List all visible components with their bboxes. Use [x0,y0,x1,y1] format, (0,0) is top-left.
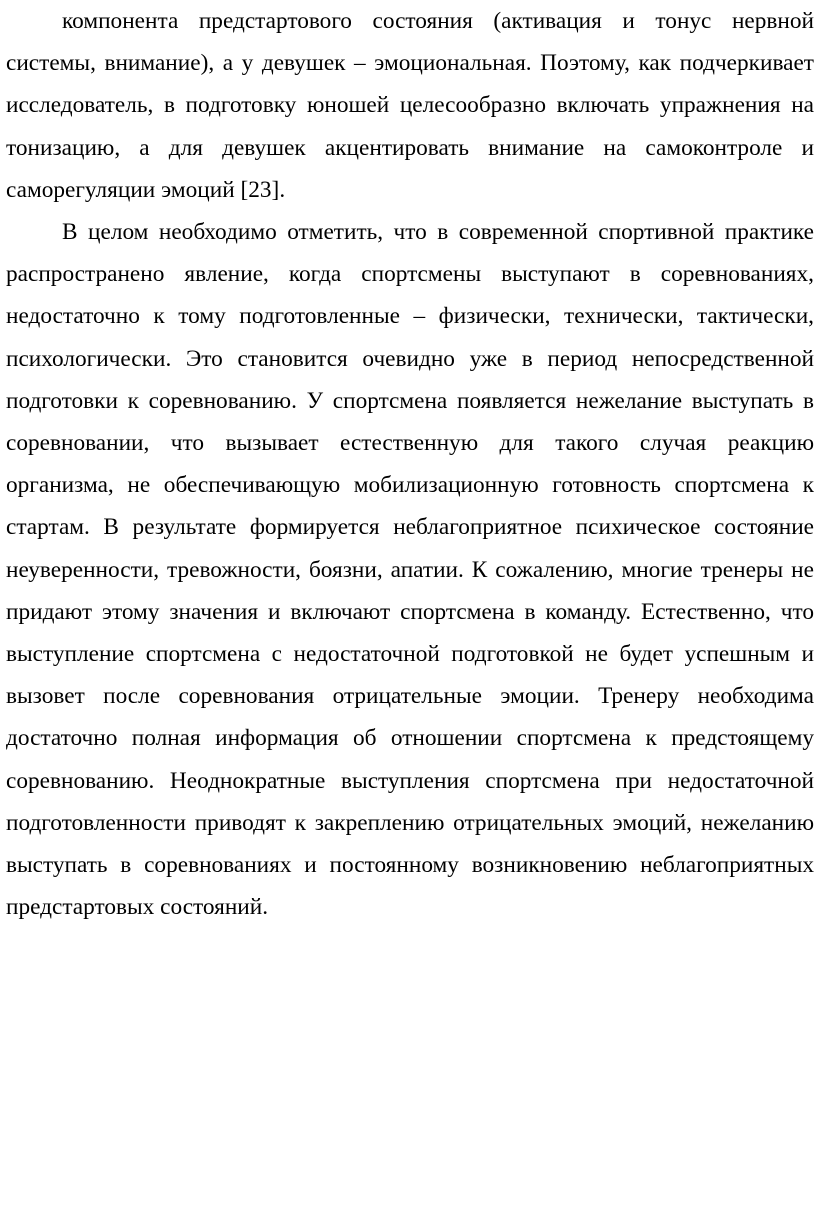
paragraph-continued: компонента предстартового состояния (активация и тонус нервной системы, внимание), а у девушек – эмоциональная. Поэтому, как подчеркивает исследователь, в подготовку юношей целесообразно включать упражнения на тонизацию, а для девушек акцентировать внимание на самоконтроле и саморегуляции эмоций [23]. [6,8,814,203]
body-text [6,0,814,928]
paragraph-main: В целом необходимо отметить, что в современной спортивной практике распространено явление, когда спортсмены выступают в соревнованиях, недостаточно к тому подготовленные – физически, технически, тактически, психологически. Это становится очевидно уже в период непосредственной подготовки к соревнованию. У спортсмена появляется нежелание выступать в соревновании, что вызывает естественную для такого случая реакцию организма, не обеспечивающую мобилизационную готовность спортсмена к стартам. В результате формируется неблагоприятное психическое состояние неуверенности, тревожности, боязни, апатии. К сожалению, многие тренеры не придают этому значения и включают спортсмена в команду. Естественно, что выступление спортсмена с недостаточной подготовкой не будет успешным и вызовет после соревнования отрицательные эмоции. Тренеру необходима достаточно полная информация об отношении спортсмена к предстоящему соревнованию. Неоднократные выступления спортсмена при недостаточной подготовленности приводят к закреплению отрицательных эмоций, нежеланию выступать в соревнованиях и постоянному возникновению неблагоприятных предстартовых состояний. [6,219,814,921]
